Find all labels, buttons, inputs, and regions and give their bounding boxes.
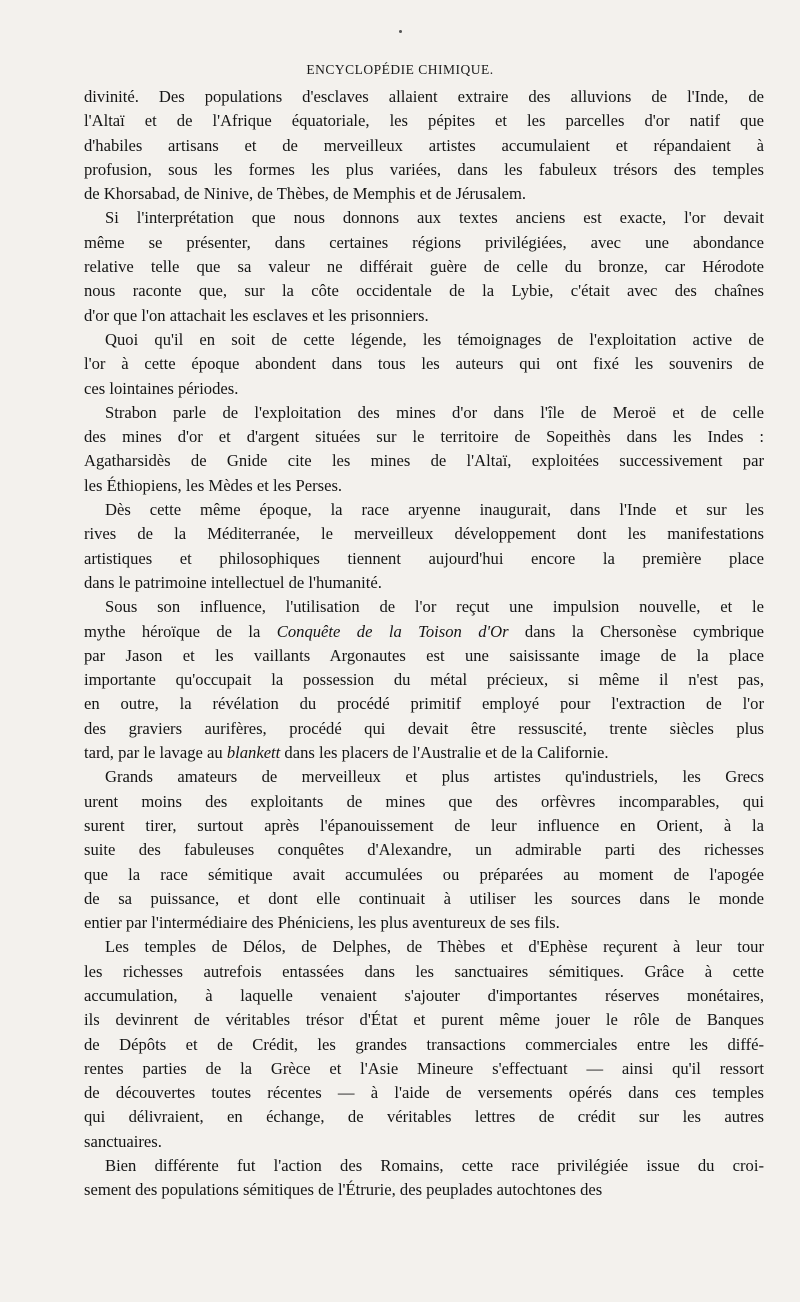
text-line: mythe héroïque de la Conquête de la Toison d'Or dans la Chersonèse cymbrique — [84, 621, 764, 641]
text-line: de Khorsabad, de Ninive, de Thèbes, de Memphis et de Jérusalem. — [84, 184, 527, 204]
text-line: par Jason et les vaillants Argonautes est une saisissante image de la place — [84, 645, 764, 665]
text-line: Sous son influence, l'utilisation de l'or reçut une impulsion nouvelle, et le — [105, 597, 764, 617]
text-line: les Éthiopiens, les Mèdes et les Perses. — [84, 475, 343, 495]
text-line: des graviers aurifères, procédé qui devait être ressuscité, trente siècles plus — [84, 718, 764, 738]
text-line: divinité. Des populations d'esclaves allaient extraire des alluvions de l'Inde, de — [84, 87, 764, 106]
text-line: l'Altaï et de l'Afrique équatoriale, les pépites et les parcelles d'or natif que — [84, 111, 764, 131]
text-line: Grands amateurs de merveilleux et plus artistes qu'industriels, les Grecs — [105, 767, 764, 787]
text-line: même se présenter, dans certaines régions privilégiées, avec une abondance — [84, 232, 764, 252]
text-line: en outre, la révélation du procédé primitif employé pour l'extraction de l'or — [84, 694, 764, 714]
text-line: qui délivraient, en échange, de véritables lettres de crédit sur les autres — [84, 1107, 764, 1127]
text-line: Les temples de Délos, de Delphes, de Thèbes et d'Ephèse reçurent à leur tour — [105, 937, 764, 957]
text-line: Bien différente fut l'action des Romains, cette race privilégiée issue du croi- — [105, 1156, 764, 1176]
text-line: urent moins des exploitants de mines que des orfèvres incomparables, qui — [84, 791, 764, 811]
text-line: importante qu'occupait la possession du métal précieux, si même il n'est pas, — [84, 670, 764, 690]
paragraph — [84, 328, 764, 401]
text-line: des mines d'or et d'argent situées sur le territoire de Sopeithès dans les Indes : — [84, 427, 764, 447]
text-line: Dès cette même époque, la race aryenne inaugurait, dans l'Inde et sur les — [105, 500, 764, 520]
text-line: Quoi qu'il en soit de cette légende, les témoignages de l'exploitation active de — [105, 329, 764, 349]
text-line: sement des populations sémitiques de l'Étrurie, des peuplades autochtones des — [84, 1180, 603, 1200]
paragraph — [84, 498, 764, 595]
text-line: dans le patrimoine intellectuel de l'humanité. — [84, 572, 382, 592]
text-line: de Dépôts et de Crédit, les grandes transactions commerciales entre les diffé- — [84, 1034, 764, 1054]
text-line: d'habiles artisans et de merveilleux artistes accumulaient et répandaient à — [84, 135, 764, 155]
text-line: ils devinrent de véritables trésor d'État et purent même jouer le rôle de Banques — [84, 1010, 764, 1030]
paragraph — [84, 85, 764, 206]
running-header: ENCYCLOPÉDIE CHIMIQUE. — [306, 62, 494, 77]
paragraph — [84, 206, 764, 327]
text-line: Si l'interprétation que nous donnons aux textes anciens est exacte, l'or devait — [105, 208, 764, 228]
text-line: rives de la Méditerranée, le merveilleux développement dont les manifestations — [84, 524, 764, 544]
text-line: Strabon parle de l'exploitation des mines d'or dans l'île de Meroë et de celle — [105, 402, 764, 422]
paragraph — [84, 935, 764, 1154]
paragraph — [84, 595, 764, 765]
text-line: relative telle que sa valeur ne différait guère de celle du bronze, car Hérodote — [84, 257, 764, 277]
paragraph — [84, 765, 764, 935]
paragraph — [84, 1154, 764, 1203]
text-line: entier par l'intermédiaire des Phéniciens, les plus aventureux de ses fils. — [84, 913, 560, 933]
text-line: de découvertes toutes récentes — à l'aide de versements opérés dans ces temples — [84, 1083, 764, 1103]
text-line: de sa puissance, et dont elle continuait à utiliser les sources dans le monde — [84, 888, 764, 908]
page-speck — [399, 30, 402, 33]
text-line: rentes parties de la Grèce et l'Asie Mineure s'effectuant — ainsi qu'il ressort — [84, 1058, 764, 1078]
text-line: les richesses autrefois entassées dans les sanctuaires sémitiques. Grâce à cette — [84, 961, 764, 981]
text-line: surent tirer, surtout après l'épanouissement de leur influence en Orient, à la — [84, 815, 764, 835]
text-line: d'or que l'on attachait les esclaves et les prisonniers. — [84, 305, 429, 325]
text-line: accumulation, à laquelle venaient s'ajouter d'importantes réserves monétaires, — [84, 985, 764, 1005]
text-line: l'or à cette époque abondent dans tous les auteurs qui ont fixé les souvenirs de — [84, 354, 764, 374]
text-line: Agatharsidès de Gnide cite les mines de l'Altaï, exploitées successivement par — [84, 451, 764, 471]
text-line: nous raconte que, sur la côte occidentale de la Lybie, c'était avec des chaînes — [84, 281, 764, 301]
text-line: ces lointaines périodes. — [84, 378, 239, 398]
text-line: profusion, sous les formes les plus variées, dans les fabuleux trésors des temples — [84, 159, 764, 179]
text-line: sanctuaires. — [84, 1131, 162, 1151]
text-line: que la race sémitique avait accumulées ou préparées au moment de l'apogée — [84, 864, 764, 884]
text-line: tard, par le lavage au blankett dans les placers de l'Australie et de la Californie. — [84, 743, 609, 763]
text-line: suite des fabuleuses conquêtes d'Alexandre, un admirable parti des richesses — [84, 840, 764, 860]
text-line: artistiques et philosophiques tiennent aujourd'hui encore la première place — [84, 548, 764, 568]
body-text — [84, 85, 764, 1203]
paragraph — [84, 401, 764, 498]
